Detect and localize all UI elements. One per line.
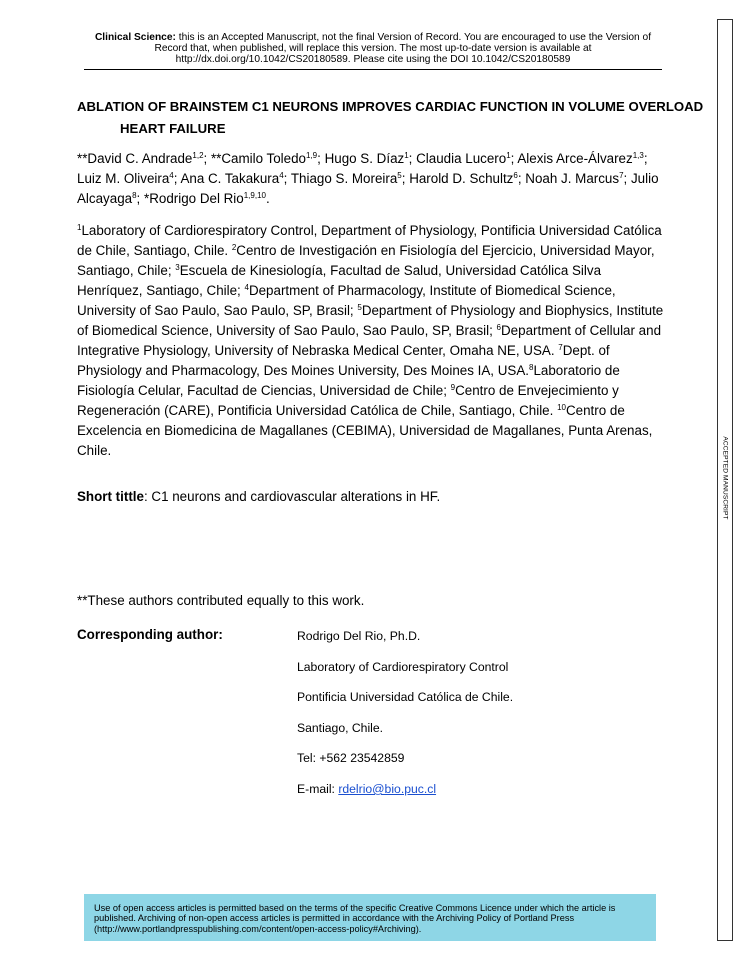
author-affiliation-mark: 6 — [513, 171, 518, 180]
author-separator: ; — [517, 171, 526, 186]
author-separator: ; — [173, 171, 181, 186]
author-name: Noah J. Marcus — [525, 171, 620, 186]
email-label: E-mail: — [297, 781, 339, 796]
affiliation-mark: 10 — [557, 403, 566, 412]
author-separator: ; — [317, 151, 325, 166]
short-title — [77, 487, 667, 507]
author-name: Hugo S. Díaz — [324, 151, 405, 166]
author-affiliation-mark: 1 — [404, 151, 409, 160]
author-name: Claudia Lucero — [416, 151, 507, 166]
author-affiliation-mark: 1,9 — [306, 151, 318, 160]
affiliation-mark: 6 — [496, 323, 501, 332]
author-name: *Rodrigo Del Rio — [144, 191, 244, 206]
affiliation-mark: 3 — [175, 263, 180, 272]
author-affiliation-mark: 1 — [506, 151, 511, 160]
corresponding-email — [297, 781, 513, 812]
affiliation-mark: 8 — [529, 363, 534, 372]
author-affiliation-mark: 5 — [397, 171, 402, 180]
author-separator: ; — [623, 171, 631, 186]
corresponding-author-details — [297, 628, 513, 812]
author-name: Luiz M. Oliveira — [77, 171, 170, 186]
author-separator: . — [265, 191, 270, 206]
affiliation-text: Laboratorio de Fisiología Celular, Facultad de Ciencias, Universidad de Chile; — [77, 363, 620, 398]
author-name: Harold D. Schultz — [409, 171, 514, 186]
author-name: Julio Alcayaga — [77, 171, 659, 206]
author-list — [77, 149, 667, 209]
affiliation-mark: 7 — [558, 343, 563, 352]
author-separator: ; — [643, 151, 648, 166]
accepted-manuscript-notice — [84, 32, 662, 70]
affiliation-mark: 2 — [231, 243, 237, 252]
author-affiliation-mark: 1,2 — [192, 151, 204, 160]
corresponding-city: Santiago, Chile. — [297, 720, 384, 735]
corresponding-author-label: Corresponding author: — [77, 627, 223, 642]
author-affiliation-mark: 8 — [132, 191, 137, 200]
short-title-text: : C1 neurons and cardiovascular alterations in HF. — [143, 489, 441, 504]
corresponding-name: Rodrigo Del Rio, Ph.D. — [297, 629, 421, 643]
author-name: **David C. Andrade — [77, 151, 193, 166]
author-separator: ; — [203, 151, 211, 166]
paper-title: ABLATION OF BRAINSTEM C1 NEURONS IMPROVES CARDIAC FUNCTION IN VOLUME OVERLOAD HEART FAILURE — [77, 99, 704, 136]
license-notice: Use of open access articles is permitted based on the terms of the specific Creative Commons Licence under which the article is published. Archiving of non-open access articles is permitted in accordance with the Archiving Policy of Portland Press (http://www.portlandpresspublishing.com/content/open-access-policy#Archiving). — [84, 894, 656, 941]
notice-text: this is an Accepted Manuscript, not the final Version of Record. You are encouraged to use the Version of Record that, when published, will replace this version. The most up-to-date version is available at http://dx.doi.org/10.1042/CS20180589. Please cite using the DOI 10.1042/CS20180589 — [154, 32, 652, 66]
equal-contribution-note: **These authors contributed equally to this work. — [77, 593, 365, 608]
author-name: Alexis Arce-Álvarez — [517, 151, 633, 166]
author-affiliation-mark: 4 — [169, 171, 174, 180]
affiliation-text: Laboratory of Cardiorespiratory Control, Department of Physiology, Pontificia Universidad Católica de Chile, Santiago, Chile. — [77, 223, 662, 258]
affiliation-text: Department of Cellular and Integrative Physiology, University of Nebraska Medical Center, Omaha NE, USA. — [77, 323, 662, 358]
author-affiliation-mark: 4 — [279, 171, 284, 180]
affiliation-mark: 1 — [77, 223, 82, 232]
sidebar-label: ACCEPTED MANUSCRIPT — [721, 436, 729, 520]
notice-journal-label: Clinical Science: — [94, 32, 176, 43]
short-title-label: Short tittle — [77, 489, 144, 504]
affiliation-list — [77, 221, 667, 461]
affiliation-text: Dept. of Physiology and Pharmacology, Des Moines University, Des Moines IA, USA. — [77, 343, 610, 378]
email-link[interactable]: rdelrio@bio.puc.cl — [338, 781, 437, 796]
affiliation-text: Escuela de Kinesiología, Facultad de Salud, Universidad Católica Silva Henríquez, Santiago, Chile; — [77, 263, 602, 298]
affiliation-text: Centro de Investigación en Fisiología del Ejercicio, Universidad Mayor, Santiago, Chile; — [77, 243, 655, 278]
author-separator: ; — [510, 151, 518, 166]
affiliation-mark: 9 — [450, 383, 456, 392]
corresponding-tel: Tel: +562 23542859 — [297, 751, 405, 766]
affiliation-text: Department of Physiology and Biophysics, Institute of Biomedical Science, University of Sao Paulo, Sao Paulo, SP, Brasil; — [77, 303, 664, 338]
affiliation-text: Centro de Excelencia en Biomedicina de Magallanes (CEBIMA), Universidad de Magallanes, Punta Arenas, Chile. — [77, 403, 653, 458]
author-separator: ; — [136, 191, 144, 206]
author-name: Thiago S. Moreira — [290, 171, 398, 186]
author-name: **Camilo Toledo — [210, 151, 306, 166]
affiliation-text: Centro de Envejecimiento y Regeneración (CARE), Pontificia Universidad Católica de Chile, Santiago, Chile. — [77, 383, 619, 418]
corresponding-lab: Laboratory of Cardiorespiratory Control — [297, 659, 509, 674]
author-affiliation-mark: 7 — [619, 171, 624, 180]
author-name: Ana C. Takakura — [180, 171, 280, 186]
author-separator: ; — [401, 171, 410, 186]
author-affiliation-mark: 1,9,10 — [243, 191, 266, 200]
affiliation-text: Department of Pharmacology, Institute of Biomedical Science, University of Sao Paulo, Sao Paulo, SP, Brasil; — [77, 283, 616, 318]
author-affiliation-mark: 1,3 — [632, 151, 644, 160]
affiliation-mark: 4 — [244, 283, 249, 292]
affiliation-mark: 5 — [357, 303, 362, 312]
author-separator: ; — [283, 171, 291, 186]
corresponding-institution: Pontificia Universidad Católica de Chile. — [297, 690, 514, 705]
author-separator: ; — [408, 151, 417, 166]
